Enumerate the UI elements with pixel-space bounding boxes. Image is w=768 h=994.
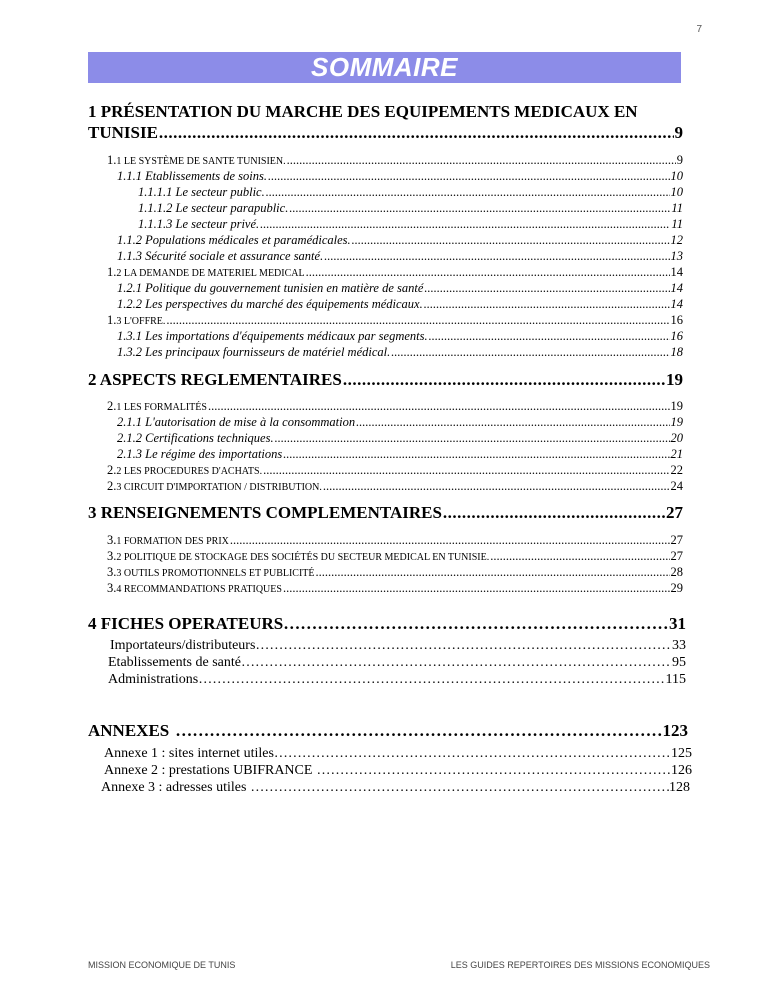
toc-entry[interactable]: Importateurs/distributeurs ………………………………………………………………………………………………………………………………………………………………………………………………………… 33	[110, 638, 686, 654]
toc-entry[interactable]: Annexe 1 : sites internet utiles ………………………………………………………………………………………………………………………………………………………………………………………………………… 125	[104, 746, 692, 762]
toc-label: 3 RENSEIGNEMENTS COMPLEMENTAIRES	[88, 503, 442, 522]
toc-section-2[interactable]	[88, 370, 683, 390]
toc-entry[interactable]: 1.1.1.1 Le secteur public. ..... 10	[138, 185, 683, 200]
toc-section-1-title: 1 PRÉSENTATION DU MARCHE DES EQUIPEMENTS MEDICAUX EN	[88, 102, 638, 121]
toc-entry[interactable]: 1.2.2 Les perspectives du marché des équipements médicaux. ..... 14	[117, 297, 683, 312]
toc-entry[interactable]: 3.2 POLITIQUE DE STOCKAGE DES SOCIÉTÉS DU SECTEUR MEDICAL EN TUNISIE. ..... 27	[107, 549, 683, 564]
toc-entry[interactable]: Etablissements de santé ………………………………………………………………………………………………………………………………………………………………………………………………………… 95	[108, 655, 686, 671]
toc-page: 19	[666, 370, 683, 389]
toc-entry[interactable]: 2.3 CIRCUIT D'IMPORTATION / DISTRIBUTION. ..... 24	[107, 479, 683, 494]
toc-annexes[interactable]	[88, 721, 688, 741]
toc-entry[interactable]: 1.3.2 Les principaux fournisseurs de matériel médical. ..... 18	[117, 345, 683, 360]
toc-entry[interactable]: 2.1.3 Le régime des importations ..... 21	[117, 447, 683, 462]
toc-label: ANNEXES	[88, 721, 170, 740]
toc-label: 4 FICHES OPERATEURS	[88, 614, 284, 633]
footer-right: LES GUIDES REPERTOIRES DES MISSIONS ECONOMIQUES	[450, 960, 710, 970]
toc-page: 123	[662, 721, 688, 740]
page-number: 7	[696, 24, 702, 35]
toc-entry[interactable]: 3.3 OUTILS PROMOTIONNELS ET PUBLICITÉ ..... 28	[107, 565, 683, 580]
toc-entry[interactable]: Administrations ………………………………………………………………………………………………………………………………………………………………………………………………………… 115	[108, 672, 686, 688]
toc-page: 27	[666, 503, 683, 522]
toc-entry[interactable]: 3.4 RECOMMANDATIONS PRATIQUES ..... 29	[107, 581, 683, 596]
toc-entry[interactable]: Annexe 2 : prestations UBIFRANCE ………………………………………………………………………………………………………………………………………………………………………………………………………… 126	[104, 763, 692, 779]
title-banner	[88, 52, 681, 83]
footer-left: MISSION ECONOMIQUE DE TUNIS	[88, 960, 236, 970]
page-title: SOMMAIRE	[311, 52, 458, 82]
toc-label: TUNISIE	[88, 123, 158, 142]
toc-entry[interactable]: 1.2 LA DEMANDE DE MATERIEL MEDICAL ..... 14	[107, 265, 683, 280]
toc-entry[interactable]: 2.1 LES FORMALITÉS ..... 19	[107, 399, 683, 414]
toc-entry[interactable]: Annexe 3 : adresses utiles ………………………………………………………………………………………………………………………………………………………………………………………………………… 128	[101, 780, 690, 796]
toc-label: 2 ASPECTS REGLEMENTAIRES	[88, 370, 342, 389]
toc-entry[interactable]: 1.1.2 Populations médicales et paramédicales. ..... 12	[117, 233, 683, 248]
toc-entry[interactable]: 2.2 LES PROCEDURES D'ACHATS. ..... 22	[107, 463, 683, 478]
toc-entry[interactable]: 3.1 FORMATION DES PRIX ..... 27	[107, 533, 683, 548]
toc-entry[interactable]: 1.1.3 Sécurité sociale et assurance santé. ..... 13	[117, 249, 683, 264]
toc-section-4[interactable]	[88, 614, 686, 634]
toc-page: 9	[674, 123, 683, 142]
toc-section-1[interactable]	[88, 123, 683, 143]
toc-entry[interactable]: 1.3.1 Les importations d'équipements médicaux par segments. ..... 16	[117, 329, 683, 344]
toc-entry[interactable]: 1.3 L'OFFRE. ..... 16	[107, 313, 683, 328]
toc-entry[interactable]: 2.1.1 L'autorisation de mise à la consommation ..... 19	[117, 415, 683, 430]
toc-page: 31	[669, 614, 686, 633]
toc-entry[interactable]: 1.2.1 Politique du gouvernement tunisien en matière de santé ..... 14	[117, 281, 683, 296]
toc-entry[interactable]: 1.1 LE SYSTÈME DE SANTE TUNISIEN. ..... 9	[107, 153, 683, 168]
toc-entry[interactable]: 1.1.1.2 Le secteur parapublic. ..... 11	[138, 201, 683, 216]
toc-section-3[interactable]	[88, 503, 683, 523]
toc-entry[interactable]: 1.1.1 Etablissements de soins. ..... 10	[117, 169, 683, 184]
toc-entry[interactable]: 2.1.2 Certifications techniques. ..... 20	[117, 431, 683, 446]
toc-entry[interactable]: 1.1.1.3 Le secteur privé. ..... 11	[138, 217, 683, 232]
